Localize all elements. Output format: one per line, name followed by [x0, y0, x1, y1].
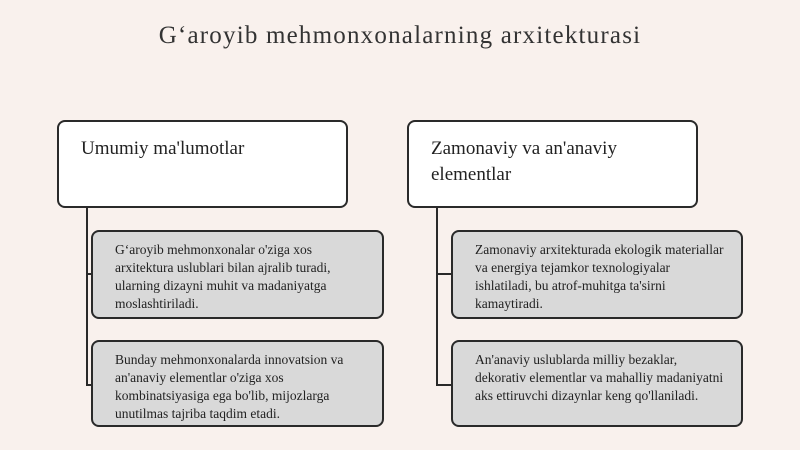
connector-vertical-right	[436, 207, 438, 385]
card-text: Bunday mehmonxonalarda innovatsion va an'anaviy elementlar o'ziga xos kombinatsiyasiga ega bo'lib, mijozlarga unutilmas tajriba taqdim etadi.	[115, 352, 344, 421]
card-modern-traditional-1	[451, 230, 743, 319]
connector-branch-right-1	[436, 273, 452, 275]
card-general-info-1	[91, 230, 384, 319]
card-text: G‘aroyib mehmonxonalar o'ziga xos arxitektura uslublari bilan ajralib turadi, ularning dizayni muhit va madaniyatga moslashtiriladi.	[115, 242, 331, 311]
heading-general-info: Umumiy ma'lumotlar	[81, 138, 245, 159]
heading-box-modern-traditional	[407, 120, 698, 208]
card-text: Zamonaviy arxitekturada ekologik materiallar va energiya tejamkor texnologiyalar ishlatiladi, bu atrof-muhitga ta'sirni kamaytiradi.	[475, 242, 724, 311]
card-general-info-2	[91, 340, 384, 427]
heading-box-general-info	[57, 120, 348, 208]
connector-branch-right-2	[436, 384, 452, 386]
heading-modern-traditional: Zamonaviy va an'anaviy elementlar	[431, 138, 617, 185]
connector-vertical-left	[86, 207, 88, 385]
card-text: An'anaviy uslublarda milliy bezaklar, dekorativ elementlar va mahalliy madaniyatni aks ettiruvchi dizaynlar keng qo'llaniladi.	[475, 352, 724, 403]
card-modern-traditional-2	[451, 340, 743, 427]
page-title: G‘aroyib mehmonxonalarning arxitekturasi	[158, 22, 642, 49]
